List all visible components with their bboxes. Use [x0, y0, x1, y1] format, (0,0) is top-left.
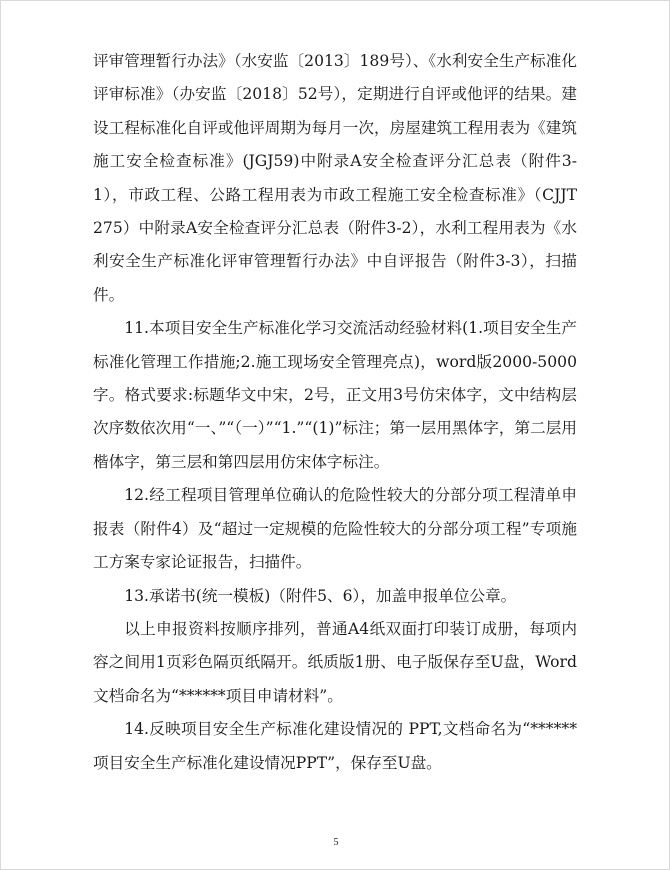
paragraph-continuation: 评审管理暂行办法》（水安监〔2013〕189号）、《水利安全生产标准化评审标准》（办安监〔2018〕52号），定期进行自评或他评的结果。建设工程标准化自评或他评周期为每月一次，房屋建筑工程用表为《建筑施工安全检查标准》(JGJ59)中附录A安全检查评分汇总表（附件3-1），市政工程、公路工程用表为市政工程施工安全检查标准》（CJJT 275）中附录A安全检查评分汇总表（附件3-2），水利工程用表为《水利安全生产标准化评审管理暂行办法》中自评报告（附件3-3），扫描件。 [93, 52, 577, 304]
paragraph-item-12: 12.经工程项目管理单位确认的危险性较大的分部分项工程清单申报表（附件4）及“超过一定规模的危险性较大的分部分项工程”专项施工方案专家论证报告，扫描件。 [93, 486, 577, 572]
document-body [93, 45, 577, 780]
paragraph-binding-instructions: 以上申报资料按顺序排列，普通A4纸双面打印装订成册，每项内容之间用1页彩色隔页纸隔开。纸质版1册、电子版保存至U盘，Word文档命名为“******项目申请材料”。 [93, 619, 577, 705]
paragraph-item-13: 13.承诺书(统一模板)（附件5、6），加盖申报单位公章。 [124, 586, 517, 605]
paragraph-item-14: 14.反映项目安全生产标准化建设情况的 PPT,文档命名为“******项目安全生产标准化建设情况PPT”，保存至U盘。 [93, 720, 577, 772]
page-number: 5 [333, 837, 339, 848]
paragraph-item-11: 11.本项目安全生产标准化学习交流活动经验材料(1.项目安全生产标准化管理工作措施;2.施工现场安全管理亮点)，word版2000-5000字。格式要求:标题华文中宋，2号，正文用3号仿宋体字，文中结构层次序数依次用“一、”“（一）”“1.”“(1)”标注；第一层用黑体字，第二层用楷体字，第三层和第四层用仿宋体字标注。 [93, 319, 577, 471]
